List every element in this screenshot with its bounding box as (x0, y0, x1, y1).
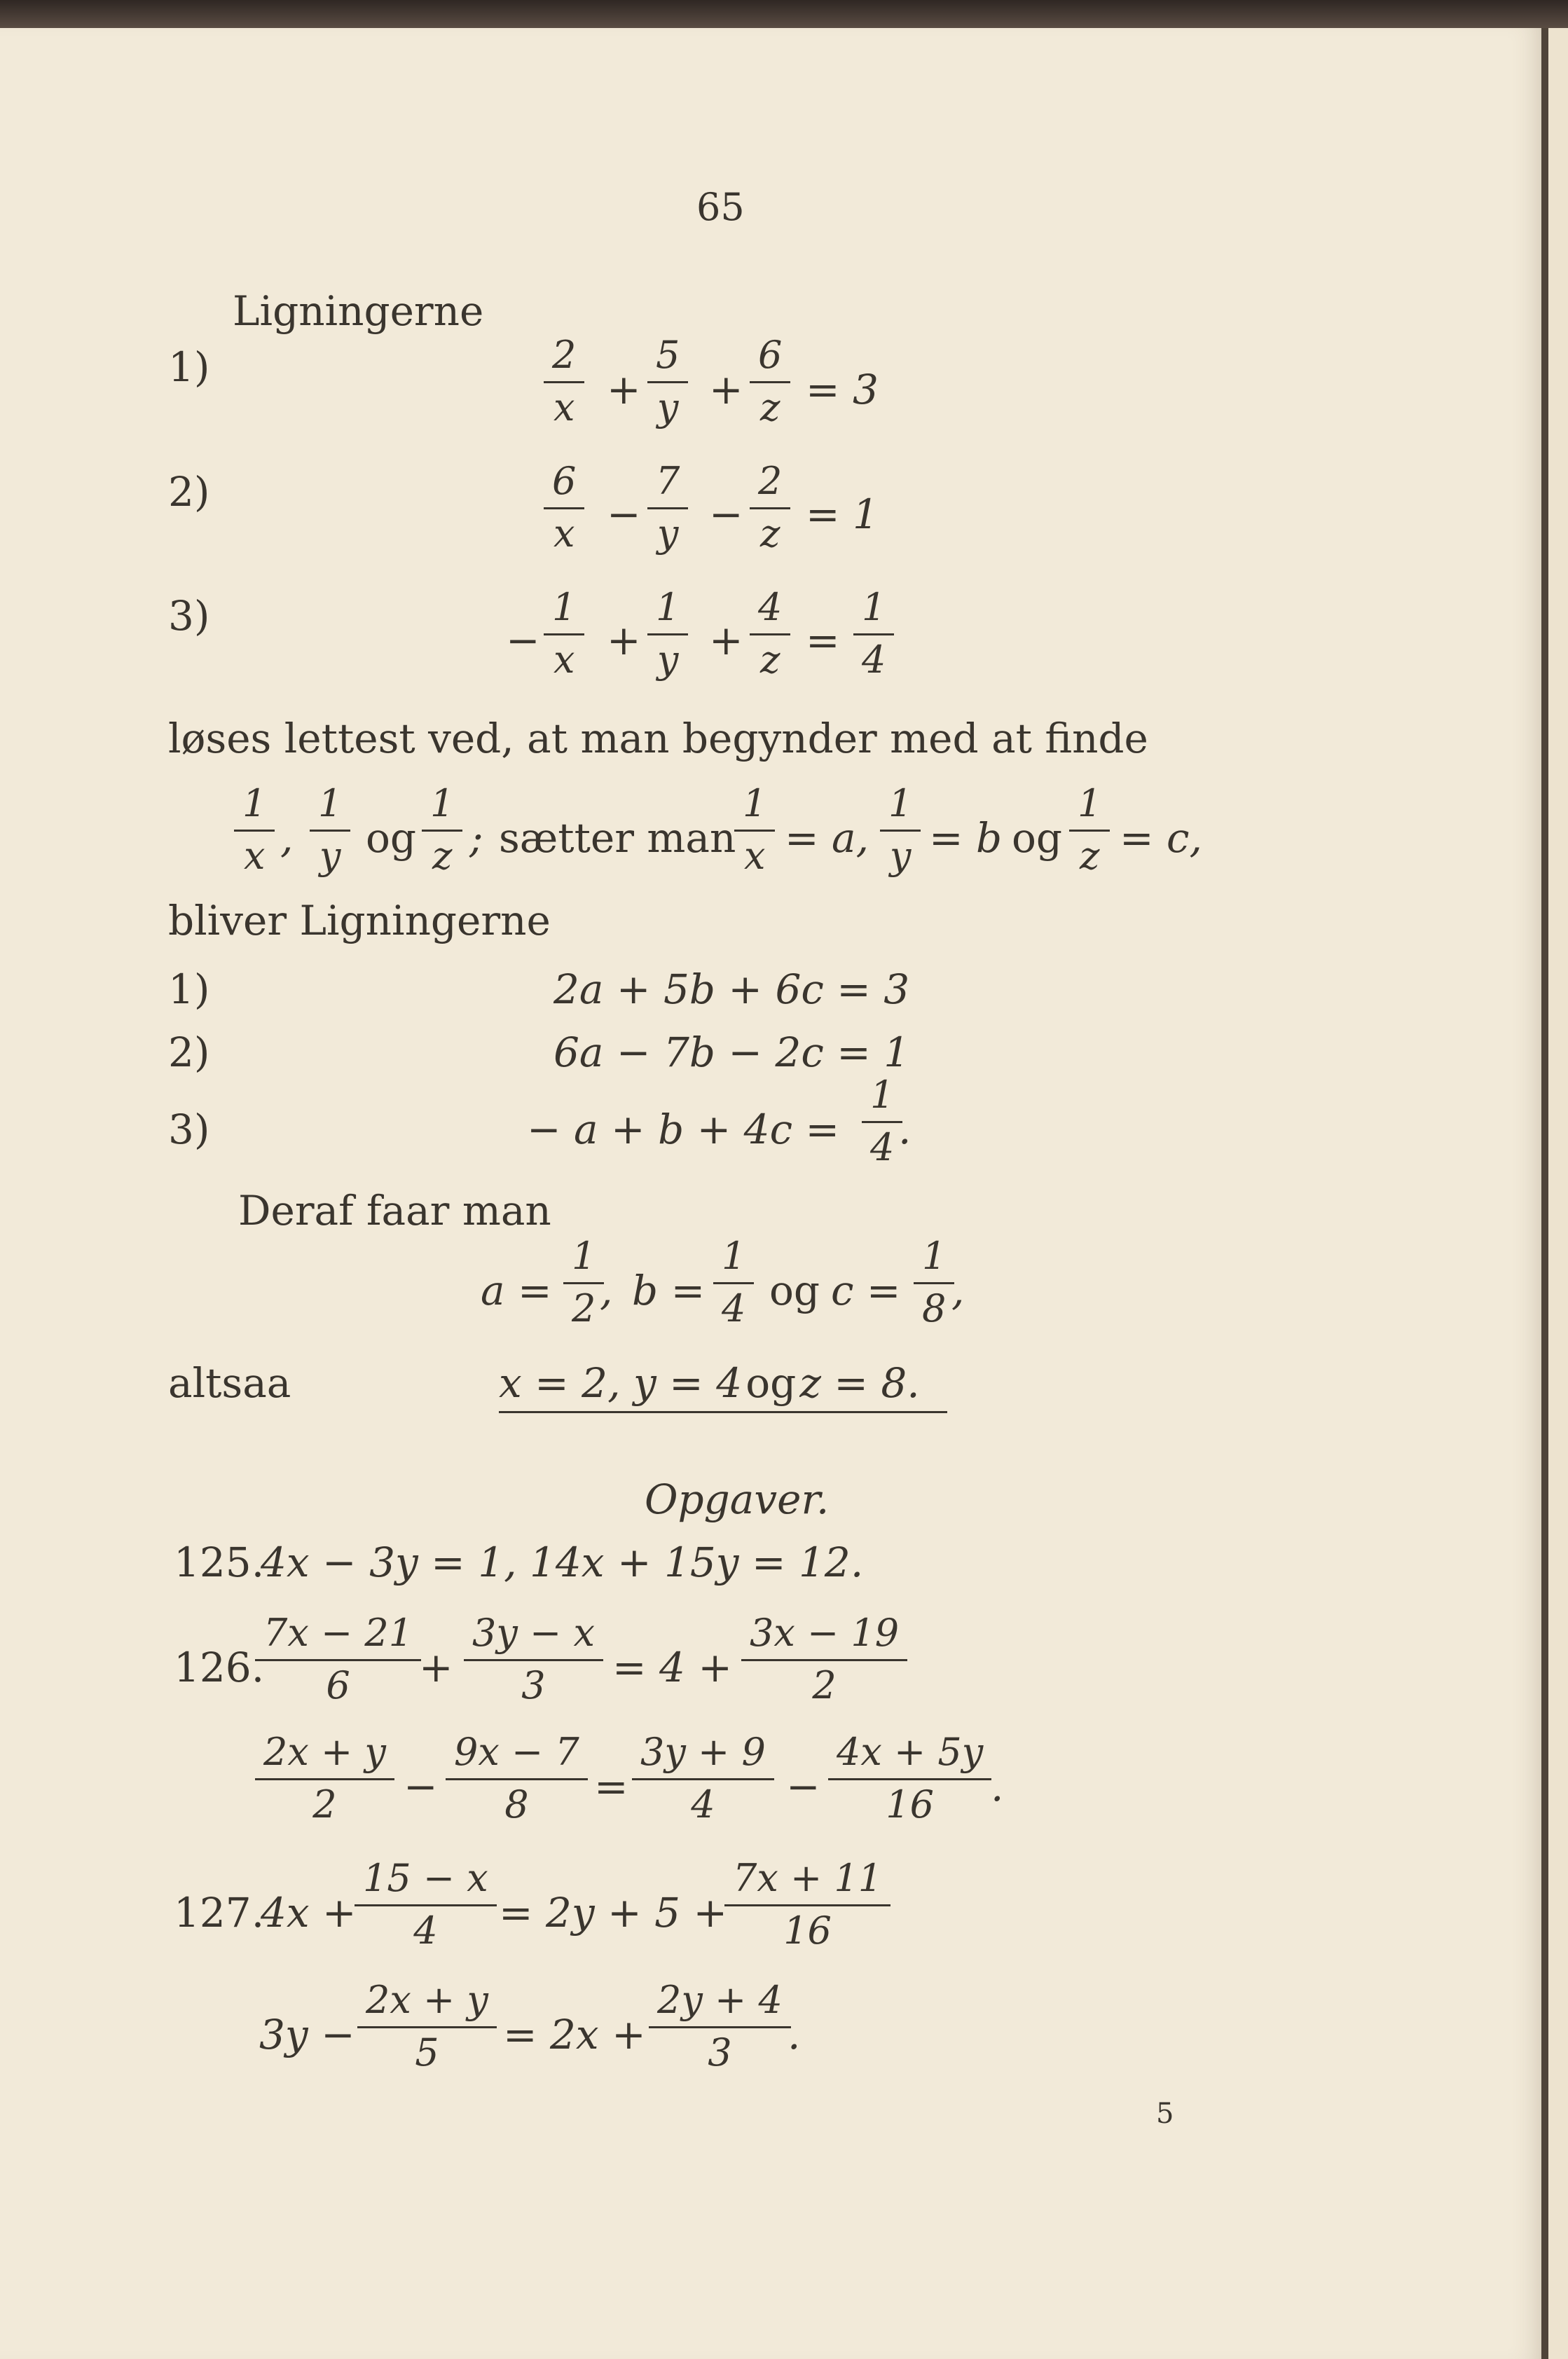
solution-c-frac: $\frac{1}{8}$ (918, 1237, 950, 1328)
linear-eq-3-frac: $\frac{1}{4}$ (866, 1076, 898, 1167)
exercise-125-number: 125. (174, 1539, 265, 1586)
final-result (499, 1359, 947, 1413)
exercise-127-l1-frac-2: $\frac{7x + 11}{16}$ (729, 1859, 886, 1950)
exercise-127-l2-mid: = 2x + (503, 2011, 646, 2058)
eq3-op-1: + (607, 617, 641, 664)
eq2-op-2: − (709, 490, 743, 538)
solution-og: og (769, 1267, 820, 1314)
exercise-126-l1-mid: = 4 + (612, 1644, 732, 1691)
book-top-edge (0, 0, 1568, 28)
subst-frac-c: $\frac{1}{z}$ (1073, 785, 1106, 875)
subst-frac-1y: $\frac{1}{y}$ (314, 785, 346, 875)
exercise-127-l2-period: . (788, 2011, 801, 2058)
subst-b-rhs: = b (929, 814, 1003, 862)
solution-b-frac: $\frac{1}{4}$ (717, 1237, 750, 1328)
linear-eq-1: 2a + 5b + 6c = 3 (553, 965, 910, 1013)
signature-number: 5 (1156, 2098, 1174, 2130)
eq2-frac-1: $\frac{6}{x}$ (548, 462, 580, 553)
linear-eq-3-lhs: − a + b + 4c = (527, 1106, 840, 1153)
linear-eq-2: 6a − 7b − 2c = 1 (553, 1029, 910, 1076)
exercise-126-l1-frac-3: $\frac{3x - 19}{2}$ (745, 1614, 903, 1705)
exercises-heading: Opgaver. (645, 1476, 830, 1523)
solution-a-comma: , (600, 1267, 613, 1314)
eq2-frac-3: $\frac{2}{z}$ (754, 462, 786, 553)
exercise-127-l2-lead: 3y − (259, 2011, 355, 2058)
exercise-127-l1-mid: = 2y + 5 + (499, 1889, 728, 1937)
exercise-126-l1-op-1: + (419, 1644, 453, 1691)
exercise-126-l2-frac-3: $\frac{3y + 9}{4}$ (636, 1733, 770, 1824)
subst-a-rhs: = a, (785, 814, 869, 862)
linear-label-2: 2) (168, 1029, 210, 1076)
exercise-126-l2-period: . (991, 1763, 1004, 1810)
exercise-126-l2-eq: = (594, 1763, 628, 1810)
solution-c-comma: , (951, 1267, 965, 1314)
intro-heading: Ligningerne (233, 287, 484, 335)
solution-a-frac: $\frac{1}{2}$ (568, 1237, 600, 1328)
subst-frac-b: $\frac{1}{y}$ (884, 785, 916, 875)
page-number: 65 (696, 185, 745, 229)
subst-og-2: og (1012, 814, 1063, 862)
altsaa-label: altsaa (168, 1359, 291, 1407)
final-result-og: og (745, 1359, 797, 1407)
eq1-op-2: + (709, 366, 743, 413)
solution-b-lhs: b = (632, 1267, 706, 1314)
subst-text: sætter man (499, 814, 736, 862)
eq1-frac-1: $\frac{2}{x}$ (548, 336, 580, 427)
subst-og-1: og (366, 814, 417, 862)
exercise-126-number: 126. (174, 1644, 265, 1691)
linear-label-3: 3) (168, 1106, 210, 1153)
exercise-127-number: 127. (174, 1889, 265, 1937)
paragraph-3: Deraf faar man (238, 1187, 551, 1234)
eq1-frac-3: $\frac{6}{z}$ (754, 336, 786, 427)
exercise-126-l2-op-1: − (404, 1763, 438, 1810)
subst-frac-1z: $\frac{1}{z}$ (426, 785, 458, 875)
exercise-127-l1-lead: 4x + (261, 1889, 357, 1937)
paragraph-2: bliver Ligningerne (168, 897, 551, 944)
exercise-126-l1-frac-1: $\frac{7x - 21}{6}$ (259, 1614, 417, 1705)
exercise-125-expr: 4x − 3y = 1, 14x + 15y = 12. (261, 1539, 864, 1586)
subst-semicolon: ; (469, 814, 483, 862)
exercise-126-l1-frac-2: $\frac{3y - x}{3}$ (468, 1614, 599, 1705)
eq1-op-1: + (607, 366, 641, 413)
linear-eq-3-period: . (898, 1106, 912, 1153)
eq-label-1: 1) (168, 343, 210, 391)
eq1-frac-2: $\frac{5}{y}$ (652, 336, 684, 427)
exercise-126-l2-frac-1: $\frac{2x + y}{2}$ (259, 1733, 390, 1824)
eq-label-3: 3) (168, 592, 210, 640)
eq3-equals: = (806, 617, 840, 664)
exercise-126-l2-op-2: − (786, 1763, 820, 1810)
exercise-127-l2-frac-2: $\frac{2y + 4}{3}$ (653, 1981, 787, 2072)
solution-c-lhs: c = (831, 1267, 901, 1314)
eq3-lead: − (506, 617, 540, 664)
eq2-frac-2: $\frac{7}{y}$ (652, 462, 684, 553)
subst-frac-a: $\frac{1}{x}$ (738, 785, 771, 875)
subst-frac-1x: $\frac{1}{x}$ (238, 785, 270, 875)
eq2-rhs: = 1 (806, 490, 879, 538)
exercise-126-l2-frac-4: $\frac{4x + 5y}{16}$ (832, 1733, 987, 1824)
solution-a-lhs: a = (481, 1267, 552, 1314)
exercise-127-l1-frac-1: $\frac{15 - x}{4}$ (359, 1859, 493, 1950)
final-result-xy: x = 2, y = 4 (499, 1359, 743, 1407)
final-result-z: z = 8. (799, 1359, 920, 1407)
eq-label-2: 2) (168, 468, 210, 516)
eq3-frac-1: $\frac{1}{x}$ (548, 589, 580, 679)
eq2-op-1: − (607, 490, 641, 538)
eq3-frac-2: $\frac{1}{y}$ (652, 589, 684, 679)
paragraph-1: løses lettest ved, at man begynder med at finde (168, 715, 1148, 762)
linear-label-1: 1) (168, 965, 210, 1013)
subst-comma-1: , (280, 814, 294, 862)
eq3-frac-3: $\frac{4}{z}$ (754, 589, 786, 679)
eq1-rhs: = 3 (806, 366, 879, 413)
eq3-frac-rhs: $\frac{1}{4}$ (858, 589, 890, 679)
subst-c-rhs: = c, (1120, 814, 1202, 862)
eq3-op-2: + (709, 617, 743, 664)
exercise-126-l2-frac-2: $\frac{9x - 7}{8}$ (450, 1733, 584, 1824)
exercise-127-l2-frac-1: $\frac{2x + y}{5}$ (362, 1981, 493, 2072)
